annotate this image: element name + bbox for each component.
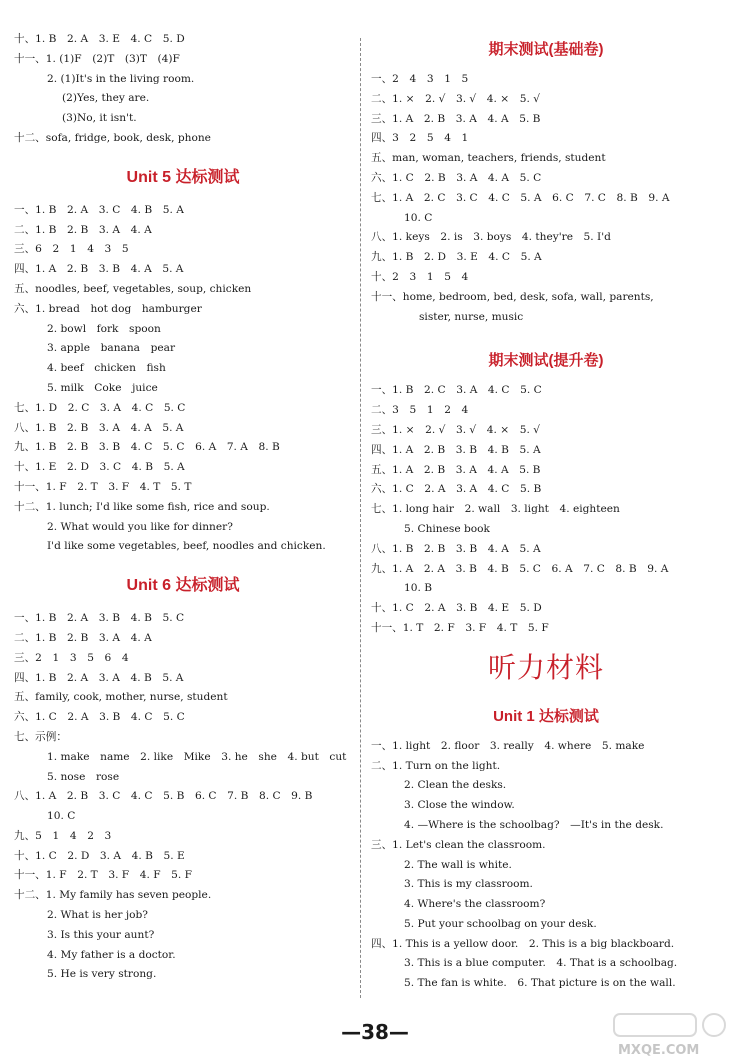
answer-line: 10. C — [47, 810, 76, 823]
answer-line: 三、1. A 2. B 3. A 4. A 5. B — [371, 112, 541, 125]
answer-line: 九、1. B 2. D 3. E 4. C 5. A — [371, 251, 542, 264]
answer-line: 七、1. A 2. C 3. C 4. C 5. A 6. C 7. C 8. B 9. A — [371, 191, 670, 204]
left-column — [14, 30, 352, 985]
answer-line: 3. This is a blue computer. 4. That is a schoolbag. — [404, 957, 678, 970]
answer-line: 八、1. keys 2. is 3. boys 4. they're 5. I'd — [371, 231, 611, 244]
answer-line: 四、1. This is a yellow door. 2. This is a big blackboard. — [371, 937, 675, 950]
unit6-answers — [14, 609, 352, 985]
answer-line: 十、1. C 2. A 3. B 4. E 5. D — [371, 602, 542, 615]
answer-line: 一、2 4 3 1 5 — [371, 73, 469, 85]
answer-line: 一、1. B 2. C 3. A 4. C 5. C — [371, 384, 542, 397]
answer-line: 二、1. Turn on the light. — [371, 759, 501, 772]
answer-line: 二、1. × 2. √ 3. √ 4. × 5. √ — [371, 92, 540, 105]
answer-line: 十、1. B 2. A 3. E 4. C 5. D — [14, 33, 185, 45]
answer-line: 五、1. A 2. B 3. A 4. A 5. B — [371, 463, 541, 476]
answer-line: 三、6 2 1 4 3 5 — [14, 243, 129, 256]
answer-line: 3. Close the window. — [404, 799, 515, 812]
right-column — [371, 30, 721, 994]
column-divider — [360, 38, 361, 998]
answer-line: 4. Where's the classroom? — [404, 898, 546, 911]
answer-line: (3)No, it isn't. — [62, 112, 137, 125]
answer-line: 三、1. Let's clean the classroom. — [371, 838, 546, 851]
page-number: —38— — [341, 1020, 409, 1044]
answer-line: 九、1. B 2. B 3. B 4. C 5. C 6. A 7. A 8. B — [14, 441, 280, 454]
answer-line: 十二、1. lunch; I'd like some fish, rice and soup. — [14, 500, 270, 513]
answer-line: 二、1. B 2. B 3. A 4. A — [14, 223, 152, 236]
answer-line: 十、2 3 1 5 4 — [371, 270, 469, 283]
watermark-logo — [610, 1010, 740, 1058]
answer-line: 五、family, cook, mother, nurse, student — [14, 691, 228, 704]
answer-line: 十一、1. T 2. F 3. F 4. T 5. F — [371, 621, 549, 634]
answer-line: 2. Clean the desks. — [404, 779, 507, 792]
answer-line: 四、1. A 2. B 3. B 4. A 5. A — [14, 263, 184, 276]
final-basic-heading: 期末测试(基础卷) — [488, 41, 604, 58]
answer-line: 4. —Where is the schoolbag? —It's in the desk. — [404, 818, 664, 831]
answer-line: 十一、home, bedroom, bed, desk, sofa, wall, parents, — [371, 290, 654, 303]
answer-line: 七、1. D 2. C 3. A 4. C 5. C — [14, 401, 186, 414]
answer-line: 十、1. C 2. D 3. A 4. B 5. E — [14, 849, 185, 862]
answer-line: 4. My father is a doctor. — [47, 948, 176, 961]
answer-line: 二、3 5 1 2 4 — [371, 404, 469, 417]
answer-line: 二、1. B 2. B 3. A 4. A — [14, 631, 152, 644]
answer-line: 三、1. × 2. √ 3. √ 4. × 5. √ — [371, 423, 540, 436]
answer-line: 五、man, woman, teachers, friends, student — [371, 152, 606, 165]
listening-unit1-lines — [371, 737, 721, 994]
answer-line: 十二、sofa, fridge, book, desk, phone — [14, 131, 211, 144]
answer-line: 10. C — [404, 211, 433, 224]
unit5-heading: Unit 5 达标测试 — [126, 168, 240, 186]
unit5-answers — [14, 201, 352, 557]
answer-line: 十二、1. My family has seven people. — [14, 889, 212, 902]
final-advanced-heading: 期末测试(提升卷) — [488, 352, 604, 370]
answer-line: 四、3 2 5 4 1 — [371, 132, 469, 145]
watermark-text: MXQE.COM — [618, 1043, 700, 1058]
answer-line: 5. He is very strong. — [47, 968, 157, 981]
answer-line: 10. B — [404, 582, 432, 595]
answer-line: 八、1. B 2. B 3. A 4. A 5. A — [14, 421, 184, 434]
answer-line: 九、5 1 4 2 3 — [14, 829, 112, 842]
listening-title: 听力材料 — [487, 650, 604, 684]
answer-line: 四、1. A 2. B 3. B 4. B 5. A — [371, 443, 541, 456]
answer-line: 2. What would you like for dinner? — [47, 520, 233, 533]
answer-line: 3. apple banana pear — [47, 342, 176, 355]
answer-line: 3. Is this your aunt? — [47, 928, 155, 941]
answer-line: (2)Yes, they are. — [62, 92, 150, 105]
answer-line: 十一、1. F 2. T 3. F 4. T 5. T — [14, 480, 192, 493]
watermark-circle-shape — [703, 1014, 725, 1036]
answer-line: 5. Put your schoolbag on your desk. — [404, 917, 597, 930]
answer-line: 四、1. B 2. A 3. A 4. B 5. A — [14, 671, 184, 684]
answer-line: 八、1. A 2. B 3. C 4. C 5. B 6. C 7. B 8. C 9. B — [14, 790, 313, 803]
answer-line: 2. bowl fork spoon — [47, 322, 161, 335]
answer-line: 一、1. B 2. A 3. B 4. B 5. C — [14, 612, 185, 625]
final-advanced-answers — [371, 381, 721, 638]
answer-line: 1. make name 2. like Mike 3. he she 4. but cut — [47, 750, 347, 763]
final-basic-answers — [371, 70, 721, 327]
answer-line: 2. The wall is white. — [404, 858, 512, 871]
answer-line: 5. The fan is white. 6. That picture is on the wall. — [404, 977, 676, 990]
answer-line: 一、1. light 2. floor 3. really 4. where 5. make — [371, 739, 645, 752]
answer-line: 五、noodles, beef, vegetables, soup, chicken — [14, 282, 252, 295]
answer-line: 2. What is her job? — [47, 909, 148, 922]
answer-line: 八、1. B 2. B 3. B 4. A 5. A — [371, 542, 541, 555]
answer-line: 九、1. A 2. A 3. B 4. B 5. C 6. A 7. C 8. B 9. A — [371, 562, 669, 575]
answer-line: 十、1. E 2. D 3. C 4. B 5. A — [14, 461, 185, 474]
answer-line: 4. beef chicken fish — [47, 362, 166, 375]
answer-line: 六、1. C 2. A 3. A 4. C 5. B — [371, 483, 542, 496]
answer-line: 一、1. B 2. A 3. C 4. B 5. A — [14, 203, 184, 216]
answer-line: 3. This is my classroom. — [404, 878, 533, 891]
unit6-heading: Unit 6 达标测试 — [126, 577, 240, 595]
answer-line: 十一、1. (1)F (2)T (3)T (4)F — [14, 52, 180, 65]
answer-line: 七、1. long hair 2. wall 3. light 4. eighteen — [371, 503, 620, 516]
listening-unit1-heading: Unit 1 达标测试 — [493, 707, 599, 725]
answer-line: 5. milk Coke juice — [47, 381, 158, 394]
answer-line: 六、1. C 2. B 3. A 4. A 5. C — [371, 171, 542, 184]
answer-line: 七、示例： — [14, 730, 67, 743]
answer-line: 5. Chinese book — [404, 522, 490, 535]
answer-line: 六、1. bread hot dog hamburger — [14, 302, 202, 315]
answer-line: 2. (1)It's in the living room. — [47, 72, 195, 85]
answer-line: I'd like some vegetables, beef, noodles and chicken. — [47, 540, 326, 553]
watermark-badge-shape — [614, 1014, 696, 1036]
answer-line: 5. nose rose — [47, 770, 120, 783]
answer-line: 六、1. C 2. A 3. B 4. C 5. C — [14, 711, 185, 724]
answer-line: sister, nurse, music — [419, 310, 524, 323]
answer-line: 三、2 1 3 5 6 4 — [14, 651, 129, 664]
answer-line: 十一、1. F 2. T 3. F 4. F 5. F — [14, 869, 192, 882]
